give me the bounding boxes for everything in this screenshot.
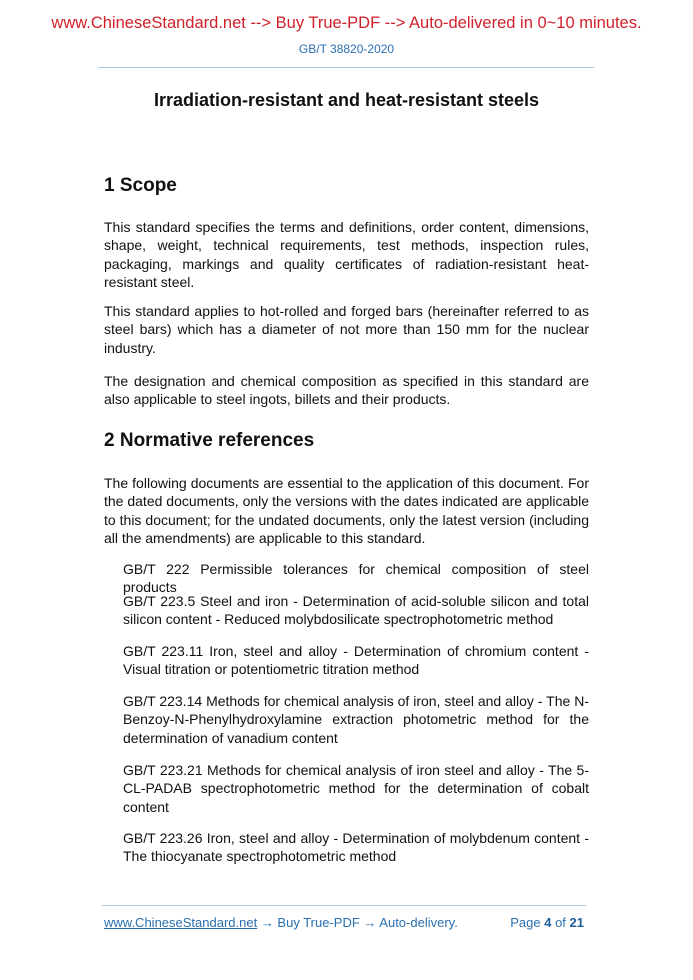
reference-item: GB/T 223.14 Methods for chemical analysis of iron, steel and alloy - The N-Benzoy-N-Phenylhydroxylamine extraction photometric method for the determination of vanadium content (123, 693, 589, 746)
promo-banner: www.ChineseStandard.net --> Buy True-PDF --> Auto-delivered in 0~10 minutes. (51, 14, 642, 32)
footer-promo (104, 915, 458, 930)
page-total: 21 (569, 915, 584, 930)
footer (104, 915, 584, 930)
standard-number: GB/T 38820-2020 (298, 42, 395, 56)
paragraph: The following documents are essential to the application of this document. For the dated documents, only the versions with the dates indicated are applicable to this document; for the undated documents, only the latest version (including all the amendments) are applicable to this standard. (104, 475, 589, 546)
reference-item: GB/T 223.5 Steel and iron - Determination of acid-soluble silicon and total silicon content - Reduced molybdosilicate spectrophotometric method (123, 593, 589, 628)
footer-link[interactable]: www.ChineseStandard.net (104, 915, 258, 930)
paragraph: This standard specifies the terms and definitions, order content, dimensions, shape, weight, technical requirements, test methods, inspection rules, packaging, markings and quality certificates of radiation-resistant heat-resistant steel. (104, 219, 589, 290)
page-number: 4 (544, 915, 552, 930)
paragraph: The designation and chemical composition as specified in this standard are also applicable to steel ingots, billets and their products. (104, 373, 589, 408)
reference-item: GB/T 223.26 Iron, steel and alloy - Determination of molybdenum content - The thiocyanate spectrophotometric method (123, 830, 589, 865)
of-label: of (555, 915, 566, 930)
page-label: Page (510, 915, 541, 930)
footer-promo-text: → Buy True-PDF → Auto-delivery. (257, 915, 458, 930)
reference-item: GB/T 223.21 Methods for chemical analysis of iron steel and alloy - The 5-CL-PADAB spectrophotometric method for the determination of cobalt content (123, 762, 589, 815)
reference-item: GB/T 222 Permissible tolerances for chemical composition of steel products (123, 561, 589, 596)
footer-divider (102, 905, 586, 906)
reference-item: GB/T 223.11 Iron, steel and alloy - Determination of chromium content - Visual titration or potentiometric titration method (123, 643, 589, 678)
paragraph: This standard applies to hot-rolled and forged bars (hereinafter referred to as steel bars) which has a diameter of not more than 150 mm for the nuclear industry. (104, 303, 589, 356)
section-heading-scope: 1 Scope (104, 175, 177, 196)
section-heading-normative-references: 2 Normative references (104, 430, 315, 451)
page-indicator (510, 915, 584, 930)
document-title: Irradiation-resistant and heat-resistant steels (153, 90, 540, 110)
header-divider (98, 67, 594, 68)
